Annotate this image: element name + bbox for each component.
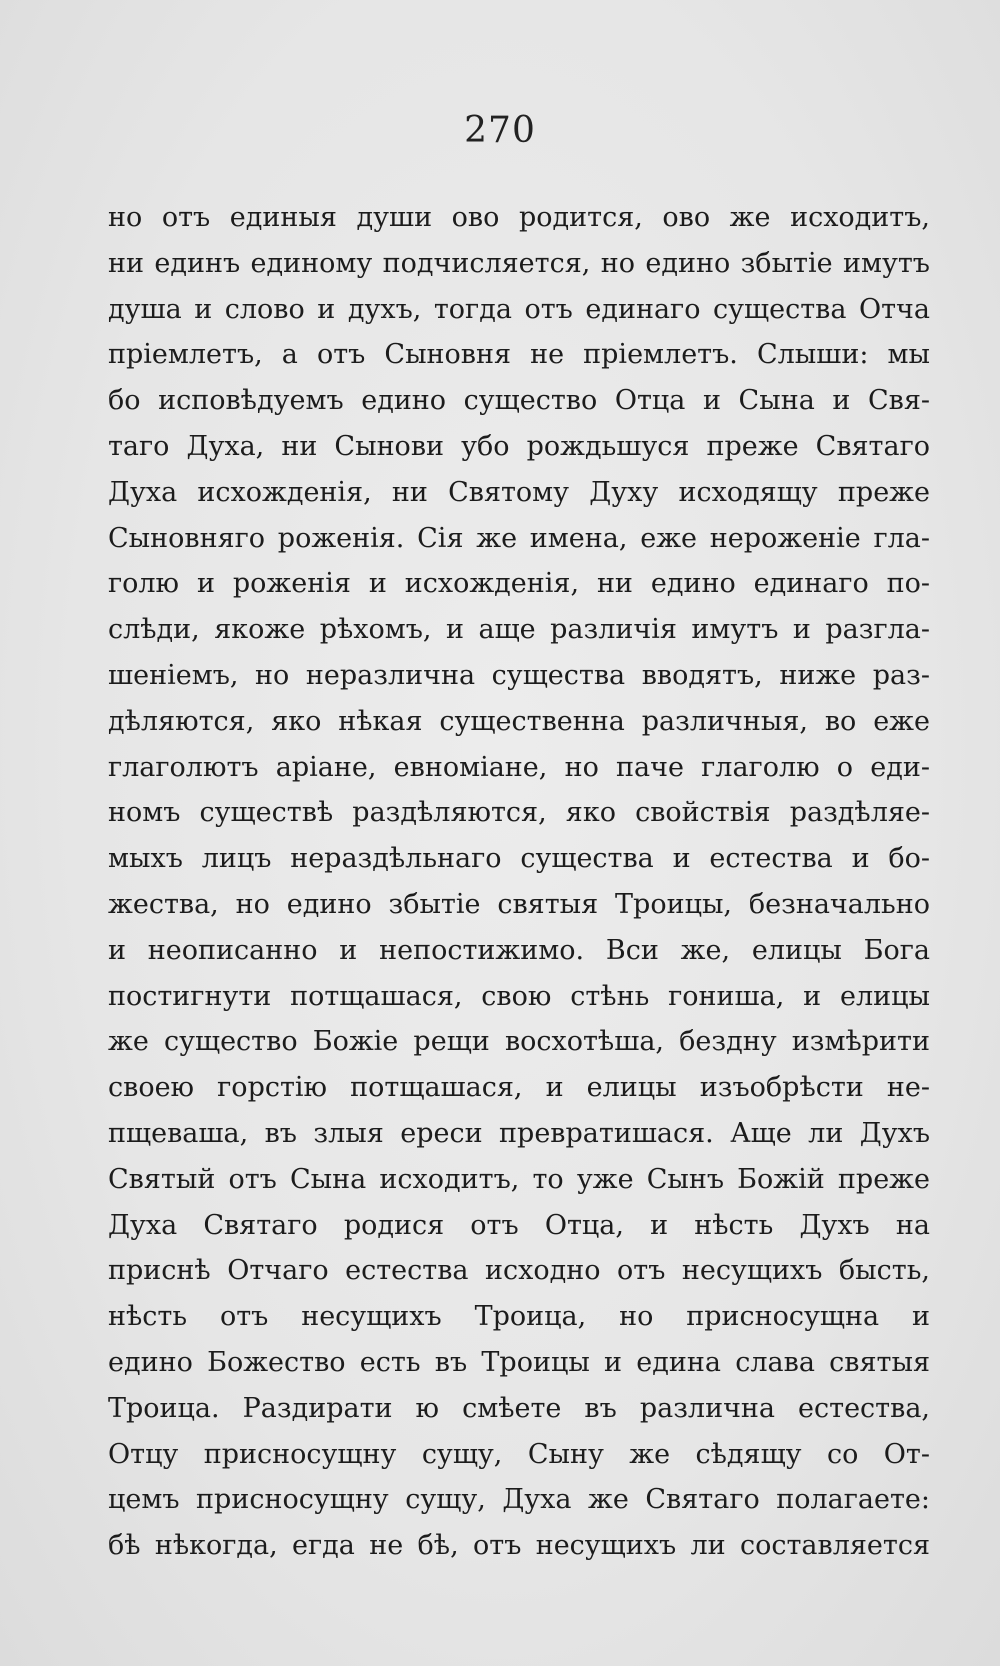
text-line: приснѣ Отчаго естества исходно отъ несущихъ бысть, xyxy=(108,1255,930,1287)
text-line: Святый отъ Сына исходитъ, то уже Сынъ Божій преже xyxy=(108,1163,930,1195)
text-line: жества, но едино збытіе святыя Троицы, безначально xyxy=(108,888,930,920)
text-line: Троица. Раздирати ю смѣете въ различна естества, xyxy=(108,1392,930,1424)
text-line: бо исповѣдуемъ едино существо Отца и Сына и Свя- xyxy=(108,385,930,417)
text-line: едино Божество есть въ Троицы и едина слава святыя xyxy=(108,1346,930,1378)
text-line: глаголютъ аріане, евноміане, но паче глаголю о еди- xyxy=(108,751,930,783)
text-line: нѣсть отъ несущихъ Троица, но присносущна и xyxy=(108,1301,930,1333)
text-line: пщеваша, въ злыя ереси превратишася. Аще ли Духъ xyxy=(108,1117,930,1149)
text-line: и неописанно и непостижимо. Вси же, елицы Бога xyxy=(108,934,930,966)
text-line: ни единъ единому подчисляется, но едино збытіе имутъ xyxy=(108,247,930,279)
text-line: цемъ присносущну сущу, Духа же Святаго полагаете: xyxy=(108,1484,930,1516)
body-text xyxy=(108,195,930,1569)
text-line: бѣ нѣкогда, егда не бѣ, отъ несущихъ ли составляется xyxy=(108,1530,930,1562)
text-line: но отъ единыя души ово родится, ово же исходитъ, xyxy=(108,202,930,233)
text-line: пріемлетъ, а отъ Сыновня не пріемлетъ. Слыши: мы xyxy=(108,339,930,371)
text-line: Отцу присносущну сущу, Сыну же сѣдящу со От- xyxy=(108,1438,930,1470)
page-number: 270 xyxy=(464,110,536,151)
text-line: Сыновняго роженія. Сія же имена, еже нероженіе гла- xyxy=(108,522,930,554)
text-line: голю и роженія и исхожденія, ни едино единаго по- xyxy=(108,568,930,600)
text-line: душа и слово и духъ, тогда отъ единаго существа Отча xyxy=(108,293,930,325)
text-line: шеніемъ, но неразлична существа вводятъ, ниже раз- xyxy=(108,659,930,691)
text-line: слѣди, якоже рѣхомъ, и аще различія имутъ и разгла- xyxy=(108,614,930,646)
text-line: номъ существѣ раздѣляются, яко свойствія раздѣляе- xyxy=(108,797,930,829)
text-line: мыхъ лицъ нераздѣльнаго существа и естества и бо- xyxy=(108,843,930,875)
text-line: своею горстію потщашася, и елицы изъобрѣсти не- xyxy=(108,1072,930,1104)
text-line: Духа Святаго родися отъ Отца, и нѣсть Духъ на xyxy=(108,1209,930,1241)
text-line: постигнути потщашася, свою стѣнь гониша, и елицы xyxy=(108,980,930,1012)
text-line: же существо Божіе рещи восхотѣша, бездну измѣрити xyxy=(108,1026,930,1058)
text-line: дѣляются, яко нѣкая существенна различныя, во еже xyxy=(108,705,930,737)
text-line: Духа исхожденія, ни Святому Духу исходящу преже xyxy=(108,476,930,508)
text-line: таго Духа, ни Сынови убо рождьшуся преже Святаго xyxy=(108,430,930,462)
